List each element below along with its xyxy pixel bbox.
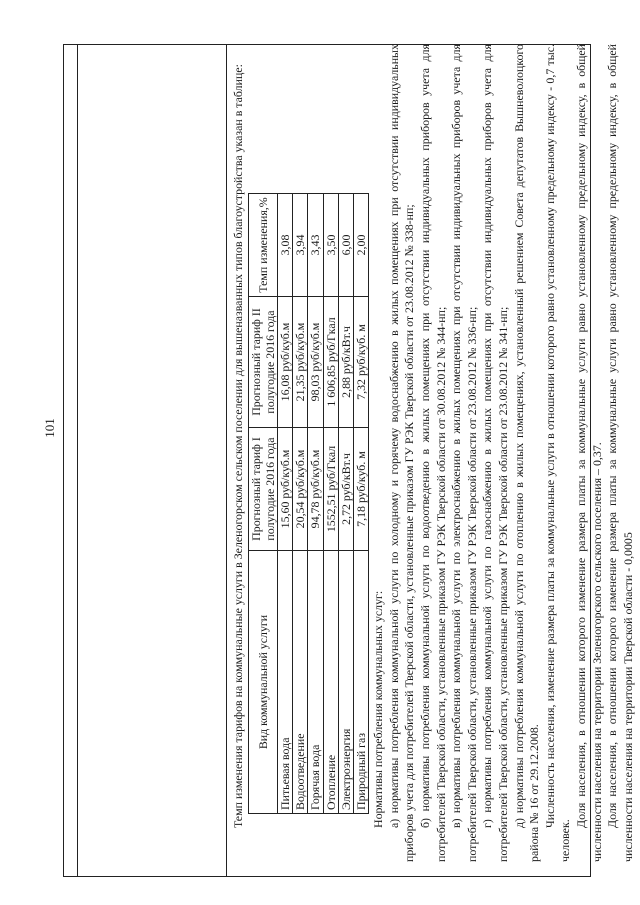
paragraph-norm-a: а) нормативы потребления коммунальной услуги по холодному и горячему водоснабжению в жилых помещениях при отсутствии индивидуальных приборов учета для потребителей Тверской области, установленные приказом ГУ РЭК Тверской области от 23.08.2012 № 338-нп; <box>386 44 417 862</box>
paragraph-norm-b: б) нормативы потребления коммунальной услуги по водоотведению в жилых помещениях при отсутствии индивидуальных приборов учета для потребителей Тверской области, установленные приказом ГУ РЭК Тверской области от 30.08.2012 № 344-нп; <box>418 44 448 862</box>
cell-tariff-h1: 15,60 руб/куб.м <box>278 428 293 551</box>
table-row <box>338 194 353 814</box>
cell-tariff-h1: 20,54 руб/куб.м <box>293 428 308 551</box>
paragraph-share-settlement: Доля населения, в отношении которого изменение размера платы за коммунальные услуги равно установленному предельному индексу, в общей численности населения на территории Зеленогорского сельского поселения – 0,37. <box>573 44 604 862</box>
paragraph-norm-d: д) нормативы потребления коммунальной услуги по отоплению в жилых помещениях, установленный решением Совета депутатов Вышневолоцкого района № 16 от 29.12.2008. <box>511 44 542 862</box>
cell-tariff-h2: 98,03 руб/куб.м <box>308 297 323 428</box>
cell-change-rate: 2,00 <box>354 194 369 297</box>
cell-tariff-h2: 1 606,85 руб/Гкал <box>323 297 338 428</box>
frame-line-content-edge <box>226 44 227 877</box>
cell-change-rate: 3,43 <box>308 194 323 297</box>
cell-tariff-h2: 7,32 руб/куб. м <box>354 297 369 428</box>
table-row <box>354 194 369 814</box>
cell-tariff-h2: 16,08 руб/куб.м <box>278 297 293 428</box>
cell-tariff-h1: 7,18 руб/куб. м <box>354 428 369 551</box>
cell-service: Горячая вода <box>308 551 323 814</box>
table-row <box>323 194 338 814</box>
cell-service: Природный газ <box>354 551 369 814</box>
cell-service: Питьевая вода <box>278 551 293 814</box>
header-service: Вид коммунальной услуги <box>248 551 277 814</box>
cell-change-rate: 6,00 <box>338 194 353 297</box>
cell-tariff-h1: 94,78 руб/куб.м <box>308 428 323 551</box>
table-row <box>308 194 323 814</box>
paragraph-norm-v: в) нормативы потребления коммунальной услуги по электроснабжению в жилых помещениях при отсутствии индивидуальных приборов учета для потребителей Тверской области, установленные приказом ГУ РЭК Тверской области от 23.08.2012 № 336-нп; <box>449 44 479 862</box>
table-header-row <box>248 194 277 814</box>
paragraph-population: Численность населения, изменение размера платы за коммунальные услуги в отношении которого равно установленному предельному индексу - 0,7 тыс. человек. <box>542 44 573 862</box>
cell-change-rate: 3,50 <box>323 194 338 297</box>
intro-paragraph: Темп изменения тарифов на коммунальные услуги в Зеленогорском сельском поселении для вышеназванных типов благоустройства указан в таблице: <box>231 64 245 828</box>
rotated-document-body <box>231 44 635 862</box>
cell-service: Водоотведение <box>293 551 308 814</box>
tariff-table <box>248 193 370 814</box>
cell-tariff-h1: 1552,51 руб/Гкал <box>323 428 338 551</box>
paragraph-norms-heading: Нормативы потребления коммунальных услуг: <box>371 590 386 828</box>
paragraph-norm-g: г) нормативы потребления коммунальной услуги по газоснабжению в жилых помещениях при отсутствии индивидуальных приборов учета для потребителей Тверской области, установленные приказом ГУ РЭК Тверской области от 23.08.2012 № 341-нп; <box>480 44 510 862</box>
cell-tariff-h1: 2,72 руб/кВт.ч <box>338 428 353 551</box>
frame-line-bottom <box>63 876 590 877</box>
cell-service: Отопление <box>323 551 338 814</box>
cell-change-rate: 3,94 <box>293 194 308 297</box>
cell-tariff-h2: 21,35 руб/куб.м <box>293 297 308 428</box>
cell-service: Электроэнергия <box>338 551 353 814</box>
cell-change-rate: 3,08 <box>278 194 293 297</box>
frame-line-left <box>63 44 64 877</box>
page-number: 101 <box>42 418 57 438</box>
table-row <box>278 194 293 814</box>
header-tariff-h1: Прогнозный тариф I полугодие 2016 года <box>248 428 277 551</box>
table-row <box>293 194 308 814</box>
header-tariff-h2: Прогнозный тариф II полугодие 2016 года <box>248 297 277 428</box>
cell-tariff-h2: 2,88 руб/кВт.ч <box>338 297 353 428</box>
paragraph-share-region: Доля населения, в отношении которого изменение размера платы за коммунальные услуги равно установленному предельному индексу, в общей численности населения на территории Тверской области - 0,0005 <box>605 44 635 862</box>
frame-line-inner <box>77 44 78 877</box>
header-change-rate: Темп изменения,% <box>248 194 277 297</box>
